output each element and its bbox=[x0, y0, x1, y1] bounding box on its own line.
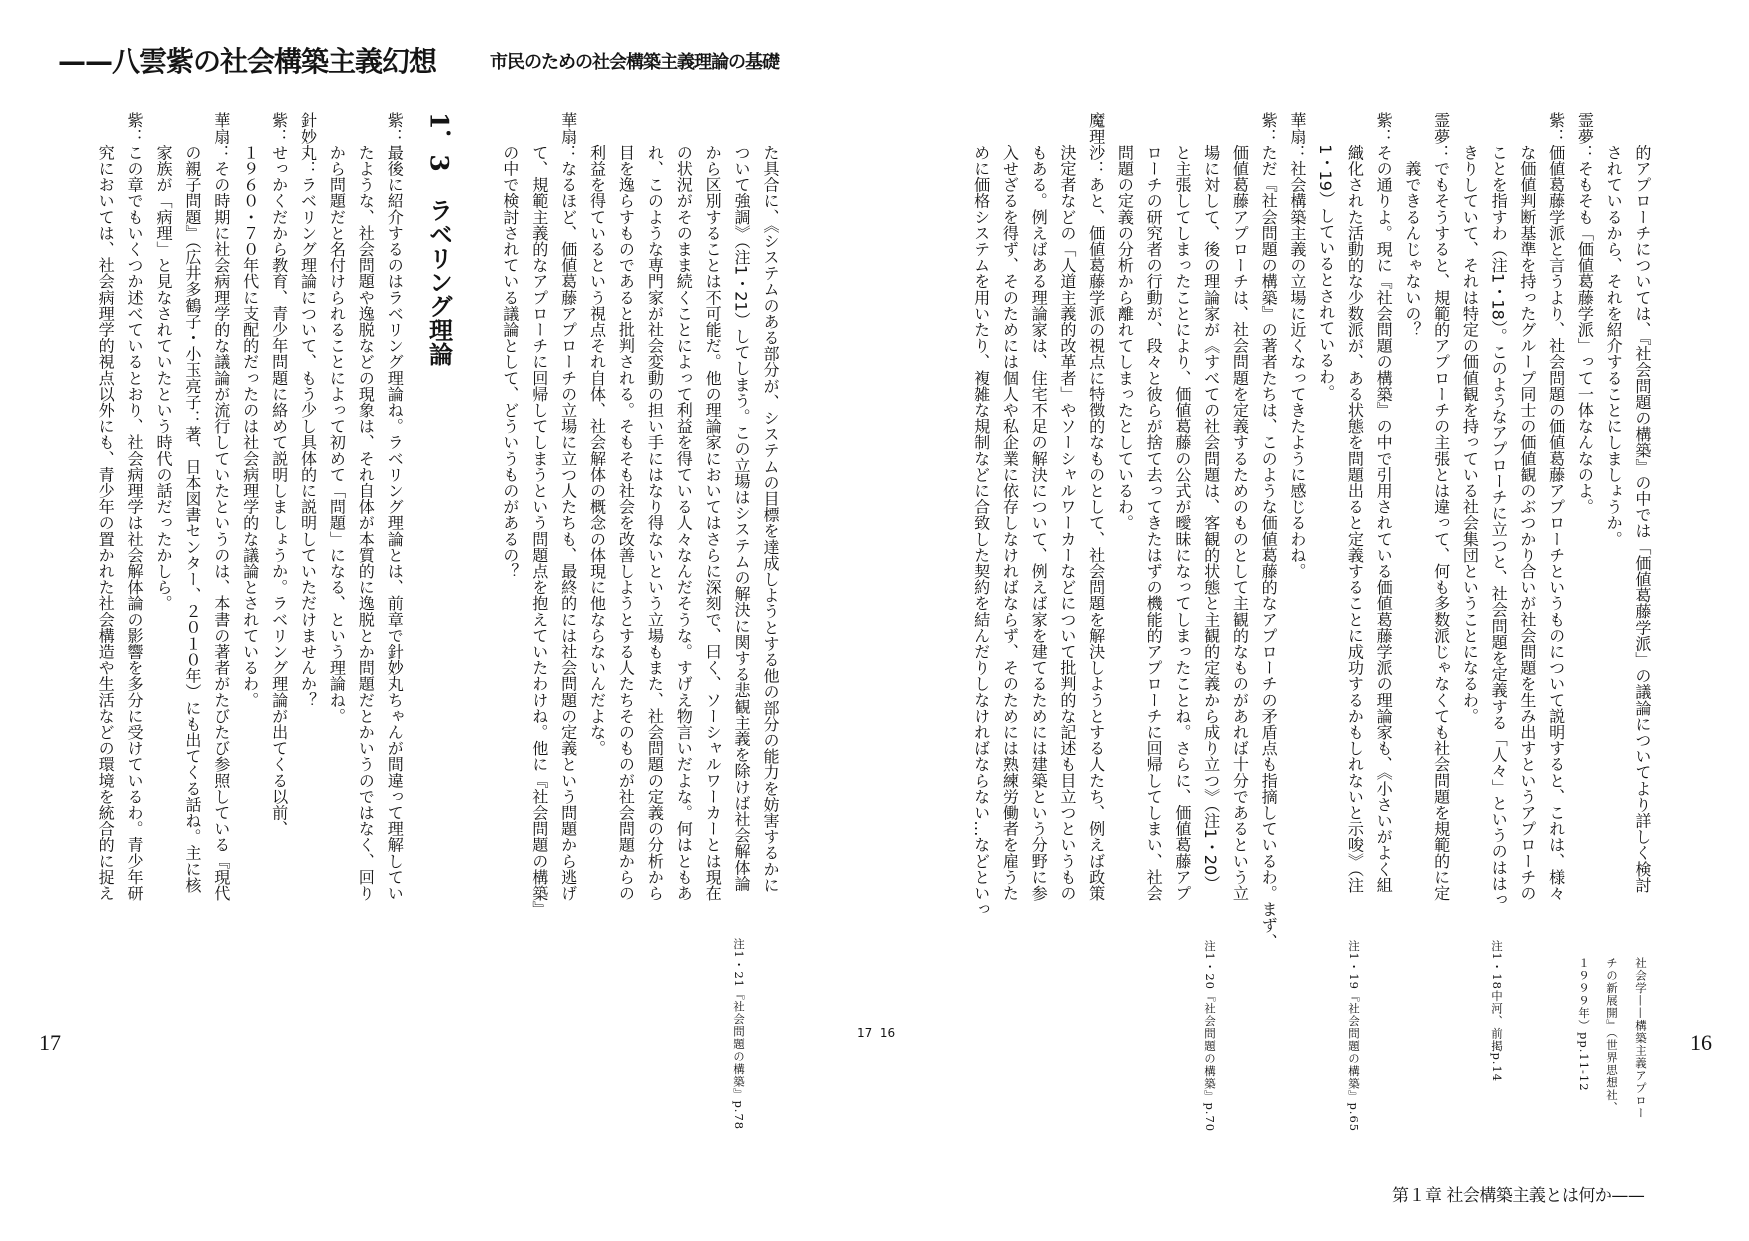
text-column: めに価格システムを用いたり、複雑な規制などに合致した契約を結んだりしなければならない…などといっ bbox=[971, 112, 991, 917]
text-column: きりしていて、それは特定の価値観を持っている社会集団ということになるわ。 bbox=[1459, 112, 1479, 724]
text-column: 目を逸らすものであると批判される。そもそも社会を改善しようとする人たちそのものが社会問題からの bbox=[615, 112, 635, 901]
text-column: 紫：ただ『社会問題の構築』の著者たちは、このような価値葛藤的なアプローチの矛盾点も指摘しているわ。まず、 bbox=[1258, 112, 1278, 950]
page-number-left: 17 bbox=[39, 1030, 61, 1055]
right-page-body bbox=[965, 112, 1655, 950]
footnote-continuation: 社会学——構築主義アプロー bbox=[1634, 957, 1648, 1120]
text-column: されているから、それを紹介することにしましょうか。 bbox=[1603, 112, 1623, 547]
footnote-1-19: 注1・19『社会問題の構築』p.65 bbox=[1347, 940, 1361, 1133]
text-column: 紫：この章でもいくつか述べているとおり、社会病理学は社会解体論の影響を多分に受けているわ。青少年研 bbox=[124, 112, 144, 901]
text-column: 価値葛藤アプローチは、社会問題を定義するためのものとして主観的なものがあれば十分であるという立 bbox=[1229, 112, 1249, 901]
text-column: 入せざるを得ず、そのためには個人や私企業に依存しなければならず、そのためには熟練労働者を雇うた bbox=[999, 112, 1019, 901]
text-column: 利益を得ているという視点それ自体、社会解体の概念の体現に他ならないんだよな。 bbox=[587, 112, 607, 756]
footnote-1-18: 注1・18中河、前掲p.14 bbox=[1490, 940, 1504, 1083]
text-column: 紫：その通りよ。現に『社会問題の構築』の中で引用されている価値葛藤学派の理論家も、《小さいがよく組 bbox=[1373, 112, 1393, 893]
footnote-1-21: 注1・21『社会問題の構築』p.78 bbox=[732, 938, 746, 1131]
text-column: 華扇：社会構築主義の立場に近くなってきたように感じるわね。 bbox=[1287, 112, 1307, 579]
text-column: 霊夢：でもそうすると、規範的アプローチの主張とは違って、何も多数派じゃなくても社会問題を規範的に定 bbox=[1431, 112, 1451, 901]
text-column: 紫：最後に紹介するのはラベリング理論ね。ラベリング理論とは、前章で針妙丸ちゃんが間違って理解してい bbox=[384, 112, 404, 901]
page-number-right: 16 bbox=[1690, 1030, 1712, 1055]
text-column: から区別することは不可能だ。他の理論家においてはさらに深刻で、曰く、ソーシャルワーカーとは現在 bbox=[702, 112, 722, 901]
text-column: れ、このような専門家が社会変動の担い手にはなり得ないという立場もまた、社会問題の定義の分析から bbox=[644, 112, 664, 901]
text-column: 華扇：なるほど、価値葛藤アプローチの立場に立つ人たちも、最終的には社会問題の定義という問題から逃げ bbox=[558, 112, 578, 901]
text-column: 的アプローチについては、『社会問題の構築』の中では「価値葛藤学派」の議論についてより詳しく検討 bbox=[1632, 112, 1652, 893]
text-column: 針妙丸：ラベリング理論について、もう少し具体的に説明していただけませんか？ bbox=[298, 112, 318, 708]
text-column: て、規範主義的なアプローチに回帰してしまうという問題点を抱えていたわけね。他に『社会問題の構築』 bbox=[529, 112, 549, 917]
text-column: 1・19）しているとされているわ。 bbox=[1316, 112, 1336, 401]
text-column: の親子問題』（広井多鶴子・小玉亮子：著、日本図書センター、２０１０年）にも出てくる話ね。主に核 bbox=[182, 112, 202, 893]
text-column: ことを指すわ（注1・18）。このようなアプローチに立つと、社会問題を定義する「人々」というのははっ bbox=[1488, 112, 1508, 908]
footnote-1-20: 注1・20『社会問題の構築』p.70 bbox=[1203, 940, 1217, 1133]
text-column: ローチの研究者の行動が、段々と彼らが捨て去ってきたはずの機能的アプローチに回帰してしまい、社会 bbox=[1143, 112, 1163, 901]
text-column: 究においては、社会病理学的視点以外にも、青少年の置かれた社会構造や生活などの環境を統合的に捉え bbox=[95, 112, 115, 901]
spread-page-indicator: 17 16 bbox=[857, 1026, 896, 1040]
left-page-body bbox=[90, 112, 784, 917]
text-column: な価値判断基準を持ったグループ同士の価値観のぶつかり合いが社会問題を生み出すというアプローチの bbox=[1517, 112, 1537, 901]
text-column: 霊夢：そもそも「価値葛藤学派」って一体なんなのよ。 bbox=[1574, 112, 1594, 515]
text-column: 問題の定義の分析から離れてしまったとしているわ。 bbox=[1114, 112, 1134, 531]
text-column: １９６０・７０年代に支配的だったのは社会病理学的な議論とされているわ。 bbox=[240, 112, 260, 708]
text-column: 織化された活動的な少数派が、ある状態を問題出ると定義することに成功するかもしれないと示唆》（注 bbox=[1344, 112, 1364, 893]
footnote-continuation: １９９９年）pp.11-12 bbox=[1577, 957, 1591, 1092]
text-column: ついて強調》（注1・21）してしまう。この立場はシステムの解決に関する悲観主義を除けば社会解体論 bbox=[731, 112, 751, 892]
book-title: ——八雲紫の社会構築主義幻想 bbox=[58, 45, 437, 78]
text-column: から問題だと名付けられることによって初めて「問題」になる、という理論ね。 bbox=[326, 112, 346, 724]
text-column: 家族が「病理」と見なされていたという時代の話だったかしら。 bbox=[153, 112, 173, 612]
text-column: 場に対して、後の理論家が《すべての社会問題は、客観的状態と主観的定義から成り立つ》（注1・20） bbox=[1201, 112, 1221, 892]
text-column: 義できるんじゃないの？ bbox=[1402, 112, 1422, 338]
text-column: もある。例えばある理論家は、住宅不足の解決について、例えば家を建てるためには建築という分野に参 bbox=[1028, 112, 1048, 901]
text-column: 決定者などの「人道主義的改革者」やソーシャルワーカーなどについて批判的な記述も目立つというもの bbox=[1057, 112, 1077, 901]
text-column: 魔理沙：あと、価値葛藤学派の視点に特徴的なものとして、社会問題を解決しようとする人たち、例えば政策 bbox=[1086, 112, 1106, 901]
footnote-continuation: チの新展開』（世界思想社、 bbox=[1605, 957, 1619, 1114]
text-column: 紫：せっかくだから教育、青少年問題に絡めて説明しましょうか。ラベリング理論が出てくる以前、 bbox=[269, 112, 289, 837]
text-column: 紫：価値葛藤学派と言うより、社会問題の価値葛藤アプローチというものについて説明すると、これは、様々 bbox=[1546, 112, 1566, 901]
chapter-footer: 第１章 社会構築主義とは何か—— bbox=[1392, 1186, 1645, 1206]
book-subtitle: 市民のための社会構築主義理論の基礎 bbox=[490, 52, 779, 73]
text-column: たような、社会問題や逸脱などの現象は、それ自体が本質的に逸脱とか問題だとかいうのではなく、回り bbox=[355, 112, 375, 901]
text-column: の状況がそのまま続くことによって利益を得ている人々なんだそうな。すげえ物言いだよな。何はともあ bbox=[673, 112, 693, 901]
text-column: 華扇：その時期に社会病理学的な議論が流行していたというのは、本書の著者がたびたび参照している『現代 bbox=[211, 112, 231, 901]
section-title: ラベリング理論 bbox=[424, 197, 453, 366]
section-number: 1．3 bbox=[424, 112, 454, 172]
text-column: の中で検討されている議論として、どういうものがあるの？ bbox=[500, 112, 520, 579]
text-column: と主張してしまったことにより、価値葛藤の公式が曖昧になってしまったことね。さらに、価値葛藤アプ bbox=[1172, 112, 1192, 901]
text-column: た具合に、《システムのある部分が、システムの目標を達成しようとする他の部分の能力を妨害するかに bbox=[760, 112, 780, 893]
section-heading bbox=[408, 112, 495, 903]
